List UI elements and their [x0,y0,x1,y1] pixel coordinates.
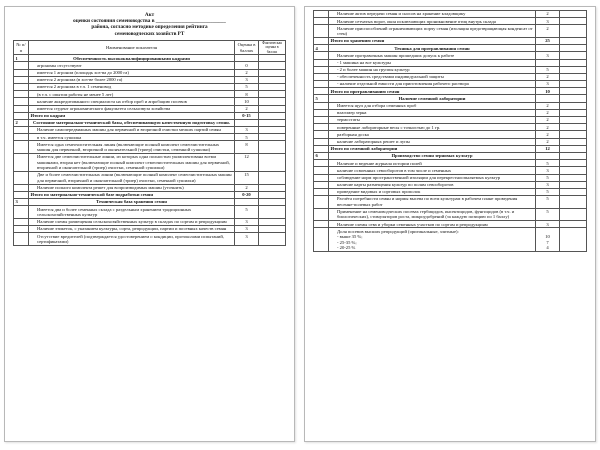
row-score: 0-15 [235,112,259,119]
table-row [14,105,286,112]
row-actual-score [259,98,286,105]
row-text: Расчёта потребности семян и нормы высева по всем культурам в рабочем плане проведения весенне-полевых работ [329,196,536,209]
row-actual-score [560,109,587,116]
row-score: 10 [536,88,560,95]
table-row [14,69,286,76]
row-number [314,52,329,59]
row-number [314,138,329,145]
row-text: Итого по кадрам [29,112,235,119]
row-score: 2 [536,102,560,109]
row-number [314,18,329,25]
row-text: Наличие этикеток, с указанием культуры, сорта, репродукции, партии и посевных качеств семян [29,225,235,232]
table-row [14,172,286,185]
row-score: 0 [235,62,259,69]
row-text: Итого по материально-технической базе подработки семян [29,191,235,198]
row-number: 4 [314,45,329,52]
row-actual-score [259,69,286,76]
row-score: 3 [235,76,259,83]
row-actual-score [560,66,587,73]
last-row-score: 10 [545,234,550,240]
row-actual-score [560,73,587,80]
row-text: Имеется одна семеочистительная линия (включающие полный комплект семеочистительных машин для первичной, вторичной и окончательной (триер) очистки, семенной сушилки) [29,141,235,154]
row-actual-score [560,208,587,221]
row-actual-score [259,233,286,246]
row-score: 2 [536,73,560,80]
row-score: 2 [235,105,259,112]
row-text: наличие освоенных севооборотов в том числе и семенных [329,167,536,174]
table-row [314,117,587,124]
table-row [314,73,587,80]
row-score: 3 [536,81,560,88]
row-text: - наличие отдельной емкости для приготовления рабочего раствора [329,81,536,88]
row-score: 2 [536,124,560,131]
row-number [14,98,29,105]
row-number [314,208,329,221]
row-score: 2 [536,117,560,124]
table-row [14,62,286,69]
right-table-body [314,11,587,228]
row-number [14,62,29,69]
row-text: Наличие самопередвижных машин для первичной и вторичной очистки мелких партий семян [29,127,235,134]
table-row [314,196,587,209]
row-actual-score [259,184,286,191]
section-row [14,199,286,206]
row-score: 3 [536,221,560,228]
row-number [314,145,329,152]
table-row [314,160,587,167]
table-header-row [14,40,286,54]
row-score: 5 [536,174,560,181]
total-row [314,37,587,44]
row-actual-score [259,218,286,225]
table-row [314,138,587,145]
row-score: 5 [536,160,560,167]
row-text: Имеется щуп для отбора семенных проб [329,102,536,109]
row-score: 5 [536,188,560,195]
table-row [14,154,286,172]
table-row [14,127,286,134]
row-actual-score [560,45,587,52]
row-number [314,102,329,109]
row-score: 12 [235,154,259,172]
row-number [14,83,29,90]
last-row-score: 4 [546,245,549,251]
table-row [314,188,587,195]
row-actual-score [560,181,587,188]
section-row [314,95,587,102]
row-score [536,152,560,159]
row-actual-score [259,199,286,206]
table-row [314,11,587,18]
row-number [314,221,329,228]
section-row [14,55,286,62]
row-score: 5 [235,134,259,141]
row-number [314,88,329,95]
row-number: 1 [14,55,29,62]
row-number [14,76,29,83]
doc-subtitle-2: района, согласно методике определения рейтинга [91,24,208,31]
row-score: 8 [235,141,259,154]
row-actual-score [259,172,286,185]
row-text: Наличие актов передачи семян и сносов на хранение кладовщику [329,11,536,18]
row-text: Отсутствие вредителей (подтверждается удостоверением о кондиции, протоколами испытаний, сертификатами) [29,233,235,246]
table-row [314,25,587,38]
row-number [14,172,29,185]
row-text: Техническая база хранения семян [29,199,235,206]
row-number [314,11,329,18]
row-score: 0-20 [235,191,259,198]
row-actual-score [259,127,286,134]
row-text: - 1 машина на все культуры [329,59,536,66]
col-score-header: Оценка в баллах [235,40,259,54]
table-row [14,91,286,98]
row-text: (в т.ч. с опытом работы не менее 5 лет) [29,91,235,98]
row-text: Техника для протравливания семян [329,45,536,52]
row-number [314,66,329,73]
row-actual-score [560,138,587,145]
rating-table-right [313,10,587,252]
table-row [314,18,587,25]
table-row [314,59,587,66]
col-actual-header: Фактическая оценка в баллах [259,40,286,54]
row-text: Применение на семеноводческих посевах гербицидов, инсектицидов, фунгицидов (в т.ч. и биологических), стимуляторов роста, микроудобрений (за каждую позицию по 1 баллу) [329,208,536,221]
row-score: 3 [536,52,560,59]
row-text: имеется студент агрономического факультета сельхозвуза хозяйства [29,105,235,112]
section-row [314,45,587,52]
row-text: имеется 2 агронома в т.ч. 1 семеновод [29,83,235,90]
total-row [314,88,587,95]
row-score: 5 [536,196,560,209]
row-score: 5 [235,206,259,219]
row-number [14,154,29,172]
row-actual-score [560,196,587,209]
row-number [314,188,329,195]
row-text: Две и более семеочистительных линии (включающие полный комплект семеочистительных машин для первичной, вторичной и окончательной (триер) очистки, семенной сушилки) [29,172,235,185]
table-row [314,221,587,228]
row-number [314,174,329,181]
row-text: Наличие и ведение журнала истории полей [329,160,536,167]
table-row [14,233,286,246]
row-text: агрономы отсутствуют [29,62,235,69]
row-actual-score [560,167,587,174]
last-row-line: - 25-35 %; [337,239,357,245]
row-text: в т.ч. имеется сушилка [29,134,235,141]
row-actual-score [560,81,587,88]
row-actual-score [259,141,286,154]
row-score: 3 [536,18,560,25]
row-actual-score [560,145,587,152]
last-row-text [329,228,536,251]
row-text: Имеется две семеочистительные линии, из которых одна полностью укомплектована всеми машинами, вторая нет (включающие полный комплект семеочистительных машин для первичной, вторичной и окончательной (триер) очистки, семенной сушилки) [29,154,235,172]
row-score: 2 [536,25,560,38]
row-actual-score [560,174,587,181]
row-actual-score [560,18,587,25]
table-row [314,52,587,59]
row-number [14,184,29,191]
row-number [314,109,329,116]
row-number [314,73,329,80]
row-number [14,112,29,119]
row-number [14,191,29,198]
table-row [314,228,587,251]
row-actual-score [560,52,587,59]
row-score: 3 [536,167,560,174]
right-page [304,6,596,442]
total-row [14,112,286,119]
row-score: 8 [235,91,259,98]
row-actual-score [560,88,587,95]
row-number [14,91,29,98]
row-score [235,55,259,62]
row-actual-score [259,105,286,112]
row-text: разборная доска [329,131,536,138]
row-score: 2 [235,69,259,76]
row-text: Наличие приспособлений ограничивающих порчу семян (изоляция предотвращающая конденсат от стен) [329,25,536,38]
row-actual-score [560,124,587,131]
row-text: имеется 1 агроном (площадь хоз-ва до 2000 га) [29,69,235,76]
row-score: 25 [536,37,560,44]
last-row-scores [536,228,560,251]
row-actual-score [560,25,587,38]
row-text: Наличие полного комплекта решет для вспроизводимых машин (уточнить) [29,184,235,191]
total-row [314,145,587,152]
row-number: 5 [314,95,329,102]
doc-title: Акт [144,12,155,18]
row-text: Наличие схемы сева и уборки семенных участков по сортам и репродукциям [329,221,536,228]
row-actual-score [259,55,286,62]
row-number [314,131,329,138]
row-actual-score [560,188,587,195]
row-score: 2 [536,138,560,145]
row-number [14,105,29,112]
table-row [314,167,587,174]
section-row [14,119,286,126]
row-text: наличие аккредитованного специалиста на отбор проб и апробацию посевов [29,98,235,105]
row-actual-score [259,119,286,126]
row-text: Состояние материально-технической базы, обеспечивающую качественную подготовку семян. [29,119,235,126]
table-row [314,102,587,109]
row-text: Итого по протравливанию семян [329,88,536,95]
row-actual-score [560,95,587,102]
row-text: Имеется два и более семенных склада с раздельным хранением традиционных сельскохозяйственных культур [29,206,235,219]
row-score: 2 [536,109,560,116]
row-number [14,134,29,141]
row-actual-score [259,154,286,172]
row-text: - обеспеченность средствами индивидуальной защиты [329,73,536,80]
row-text: поверенные лабораторные весы с точностью до 1 гр. [329,124,536,131]
last-row-line: Доля посевов высших репродукций (оригинальные, элитные): [337,228,459,234]
row-score: 3 [235,233,259,246]
row-actual-score [259,225,286,232]
table-row [14,141,286,154]
row-text: проведение видовых и сортовых прополок [329,188,536,195]
row-score: 10 [235,98,259,105]
row-score: 5 [536,208,560,221]
total-row [14,191,286,198]
table-row [14,206,286,219]
row-score: 2 [235,184,259,191]
row-score: 3 [235,127,259,134]
row-text: имеется 2 агронома (в хоз-ве более 2000 га) [29,76,235,83]
row-actual-score [560,102,587,109]
row-text: Наличие сетчатых ворот, окон исключающих проникновение птиц внутрь склада [329,18,536,25]
row-actual-score [259,76,286,83]
row-number: 3 [14,199,29,206]
doc-subtitle-3: семеноводческих хозяйств РТ [114,30,185,37]
row-score: 3 [235,225,259,232]
row-actual-score [259,62,286,69]
document-header [13,12,286,37]
row-actual-score [560,37,587,44]
row-actual-score [259,91,286,98]
row-actual-score [259,134,286,141]
row-actual-score [259,112,286,119]
row-number [14,141,29,154]
table-row [314,174,587,181]
row-actual-score [560,131,587,138]
row-number [14,127,29,134]
row-text: Наличие схемы размещения сельскохозяйственных культур в складах по сортам и репродукциям [29,218,235,225]
table-row [314,109,587,116]
table-row [14,225,286,232]
row-text: наличие карты размещения культур по полям севооборотов [329,181,536,188]
last-row-score: 7 [546,239,549,245]
table-row [314,81,587,88]
row-score: 5 [536,66,560,73]
row-text: термостаты [329,117,536,124]
row-number [314,37,329,44]
row-number [14,218,29,225]
row-score: 3 [536,181,560,188]
row-text: Итого по семенной лаборатории [329,145,536,152]
row-score: 5 [235,83,259,90]
table-row [314,66,587,73]
left-table-body [14,55,286,246]
row-number [314,81,329,88]
row-score [536,59,560,66]
col-num-header: № п/п [14,40,29,54]
row-score: 12 [536,145,560,152]
row-text: Итого по хранению семян [329,37,536,44]
row-number [314,167,329,174]
table-row [14,76,286,83]
table-row [14,83,286,90]
rating-table-left [13,40,286,246]
row-actual-score [259,206,286,219]
table-row [14,218,286,225]
table-row [314,124,587,131]
row-actual-score [259,191,286,198]
row-number: 6 [314,152,329,159]
table-row [314,131,587,138]
last-row-line: - выше 35 %; [337,234,363,240]
row-score: 15 [235,172,259,185]
row-number [314,181,329,188]
row-text: влагомер зерна [329,109,536,116]
row-text: соблюдение норм пространственной изоляции для перекрестноопыляемых культур [329,174,536,181]
row-number [314,160,329,167]
row-score: 2 [536,131,560,138]
col-name-header: Наименование показателя [29,40,235,54]
row-text: Производство семян зерновых культур [329,152,536,159]
row-text: Наличие протравочных машин прошедших допуск к работе [329,52,536,59]
table-row [14,98,286,105]
row-actual-score [560,117,587,124]
table-row [314,181,587,188]
row-actual-score [560,160,587,167]
row-number: 2 [14,119,29,126]
row-number [14,69,29,76]
row-score [235,119,259,126]
row-text: - 2 и более машин на группы культур [329,66,536,73]
row-number [14,225,29,232]
table-row [314,208,587,221]
row-text: Наличие семенной лаборатории [329,95,536,102]
row-number [314,117,329,124]
row-actual-score [259,83,286,90]
left-page [4,6,295,442]
row-number [314,124,329,131]
row-actual-score [560,11,587,18]
row-number [14,206,29,219]
row-actual-score [560,221,587,228]
row-score [536,95,560,102]
row-actual-score [560,152,587,159]
row-number [314,59,329,66]
row-score: 2 [536,11,560,18]
doc-subtitle-1: оценки состояния семеноводства в ___________________________ [73,18,226,25]
row-number [314,196,329,209]
table-row [14,184,286,191]
row-score: 3 [235,218,259,225]
row-text: Обеспеченность высококвалифицированными кадрами [29,55,235,62]
row-number [14,233,29,246]
row-score [536,45,560,52]
row-score [235,199,259,206]
table-row [14,134,286,141]
section-row [314,152,587,159]
row-text: наличие лабораторных решет и лупы [329,138,536,145]
last-row-line: - 20-25 % [337,245,356,251]
row-number [314,25,329,38]
row-actual-score [560,59,587,66]
